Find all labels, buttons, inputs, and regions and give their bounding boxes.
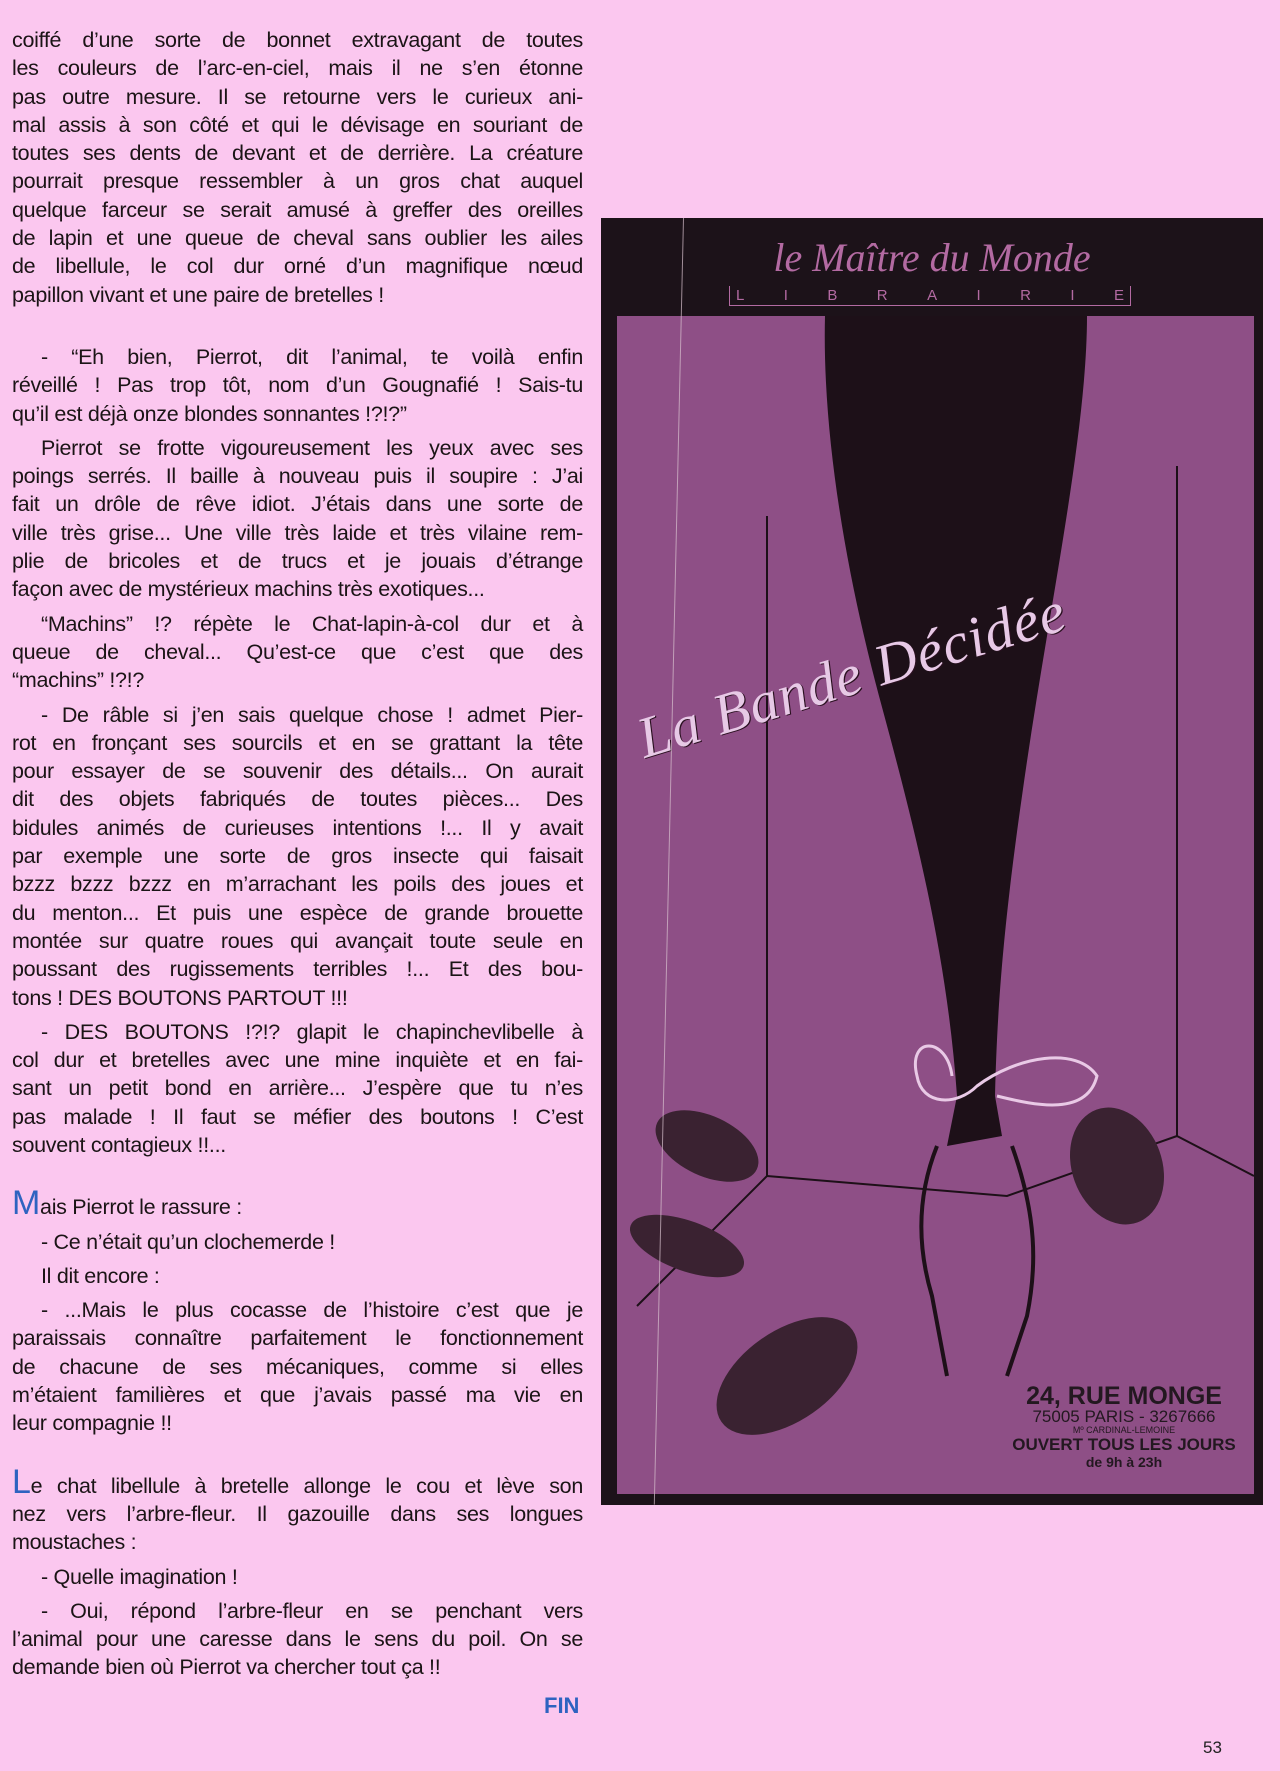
text-line <box>12 1597 583 1625</box>
text-line <box>12 54 583 82</box>
text-line <box>12 519 583 547</box>
paragraph <box>12 1228 583 1256</box>
ad-subtitle-letter: I <box>1070 287 1075 304</box>
line-text: ville très grise... Une ville très laide et très vilaine rem- <box>12 520 583 545</box>
line-text: - De râble si j’en sais quelque chose ! admet Pier- <box>41 702 583 727</box>
line-text: dit des objets fabriqués de toutes pièces... Des <box>12 787 583 812</box>
line-text: du menton... Et puis une espèce de grande brouette <box>12 900 583 925</box>
text-line <box>12 196 583 224</box>
line-text: réveillé ! Pas trop tôt, nom d’un Gougnafié ! Sais-tu <box>12 373 583 398</box>
line-text: - ...Mais le plus cocasse de l’histoire c’est que je <box>41 1298 583 1323</box>
line-text: - Ce n’était qu’un clochemerde ! <box>41 1229 335 1254</box>
ad-subtitle-letter: A <box>927 287 938 304</box>
text-line <box>12 490 583 518</box>
paragraph <box>12 1296 583 1437</box>
paragraph <box>12 610 583 695</box>
line-text: demande bien où Pierrot va chercher tout ça !! <box>12 1655 441 1680</box>
line-text: col dur et bretelles avec une mine inquiète et en fai- <box>12 1048 583 1073</box>
text-line <box>12 224 583 252</box>
line-text: rot en fronçant ses sourcils et en se grattant la tête <box>12 730 583 755</box>
line-text: “Machins” !? répète le Chat-lapin-à-col dur et à <box>41 611 583 636</box>
text-line <box>12 1184 583 1223</box>
ad-script-title: La Bande Décidée <box>629 578 1074 771</box>
line-text: “machins” !?!? <box>12 668 145 693</box>
text-line <box>12 899 583 927</box>
paragraph <box>12 434 583 604</box>
text-line <box>12 371 583 399</box>
line-text: mal assis à son côté et qui le dévisage en souriant de <box>12 112 583 137</box>
paragraph <box>12 1462 583 1557</box>
ad-logo-subtitle <box>729 286 1131 306</box>
ad-hours: de 9h à 23h <box>1085 1454 1163 1470</box>
text-line <box>12 139 583 167</box>
line-text: e chat libellule à bretelle allonge le cou et lève son <box>30 1473 583 1498</box>
line-text: paraissais connaître parfaitement le fonctionnement <box>12 1326 583 1351</box>
article-text <box>12 26 583 1682</box>
line-text: bzzz bzzz bzzz en m’arrachant les poils des joues et <box>12 872 583 897</box>
text-line <box>12 701 583 729</box>
text-line <box>12 83 583 111</box>
text-line <box>12 1528 583 1556</box>
text-line <box>12 547 583 575</box>
line-text: queue de cheval... Qu’est-ce que c’est que des <box>12 639 583 664</box>
text-line <box>12 1262 583 1290</box>
text-line <box>12 575 583 603</box>
text-line <box>12 1296 583 1324</box>
ad-subtitle-letter: I <box>976 287 981 304</box>
line-text: qu’il est déjà onze blondes sonnantes !?!?” <box>12 401 407 426</box>
text-line <box>12 252 583 280</box>
text-line <box>12 842 583 870</box>
line-text: m’étaient familières et que j’avais passé ma vie en <box>12 1383 583 1408</box>
paragraph <box>12 1563 583 1591</box>
ad-subtitle-letter: R <box>876 287 888 304</box>
paragraph <box>12 1597 583 1682</box>
text-line <box>12 343 583 371</box>
text-line <box>12 638 583 666</box>
text-line <box>12 1625 583 1653</box>
ad-opening: OUVERT TOUS LES JOURS <box>1012 1435 1236 1454</box>
paragraph <box>12 1262 583 1290</box>
line-text: nez vers l’arbre-fleur. Il gazouille dans ses longues <box>12 1501 583 1526</box>
ad-subtitle-letter: L <box>736 287 745 304</box>
line-text: Il dit encore : <box>41 1263 160 1288</box>
text-line <box>12 729 583 757</box>
line-text: de libellule, le col dur orné d’un magnifique nœud <box>12 254 583 279</box>
text-line <box>12 1409 583 1437</box>
text-line <box>12 1353 583 1381</box>
line-text: - Oui, répond l’arbre-fleur en se penchant vers <box>41 1598 583 1623</box>
line-text: de lapin et une queue de cheval sans oublier les ailes <box>12 226 583 251</box>
text-line <box>12 1563 583 1591</box>
line-text: les couleurs de l’arc-en-ciel, mais il ne s’en étonne <box>12 56 583 81</box>
paragraph <box>12 26 583 309</box>
ad-subtitle-letter: I <box>783 287 788 304</box>
text-line <box>12 785 583 813</box>
text-line <box>12 757 583 785</box>
line-text: montée sur quatre roues qui avançait toute seule en <box>12 928 583 953</box>
ad-address-block <box>989 1383 1254 1470</box>
line-text: pour essayer de se souvenir des détails... On aurait <box>12 759 583 784</box>
ad-street: 24, RUE MONGE <box>1026 1382 1222 1410</box>
leg-illustration <box>617 316 1254 1494</box>
text-line <box>12 1653 583 1681</box>
line-text: poussant des rugissements terribles !... Et des bou- <box>12 957 583 982</box>
text-line <box>12 1046 583 1074</box>
line-text: tons ! DES BOUTONS PARTOUT !!! <box>12 985 348 1010</box>
text-line <box>12 814 583 842</box>
paragraph <box>12 1184 583 1223</box>
drop-cap: L <box>12 1462 31 1501</box>
line-text: papillon vivant et une paire de bretelles ! <box>12 282 384 307</box>
text-line <box>12 462 583 490</box>
text-line <box>12 1131 583 1159</box>
paragraph <box>12 701 583 1012</box>
line-text: leur compagnie !! <box>12 1411 172 1436</box>
line-text: pourrait presque ressembler à un gros chat auquel <box>12 169 583 194</box>
line-text: plie de bricoles et de trucs et je jouais d’étrange <box>12 549 583 574</box>
text-line <box>12 1324 583 1352</box>
line-text: de chacune de ses mécaniques, comme si elles <box>12 1354 583 1379</box>
ad-metro: Mº CARDINAL-LEMOINE <box>1072 1425 1176 1435</box>
text-line <box>12 870 583 898</box>
text-line <box>12 1500 583 1528</box>
line-text: - Quelle imagination ! <box>41 1564 238 1589</box>
line-text: par exemple une sorte de gros insecte qui faisait <box>12 844 583 869</box>
line-text: bidules animés de curieuses intentions !... Il y avait <box>12 815 583 840</box>
end-label: FIN <box>544 1693 580 1718</box>
line-text: pas malade ! Il faut se méfier des boutons ! C’est <box>12 1104 583 1129</box>
ad-subtitle-letter: R <box>1020 287 1031 304</box>
text-line <box>12 400 583 428</box>
text-line <box>12 984 583 1012</box>
line-text: fait un drôle de rêve idiot. J’étais dans une sorte de <box>12 492 583 517</box>
text-line <box>12 1462 583 1501</box>
ad-city-phone: 75005 PARIS - 3267666 <box>1032 1407 1216 1426</box>
ad-subtitle-letter: E <box>1113 287 1124 304</box>
text-line <box>12 1103 583 1131</box>
text-line <box>12 111 583 139</box>
line-text: moustaches : <box>12 1530 137 1555</box>
paragraph <box>12 343 583 428</box>
line-text: ais Pierrot le rassure : <box>40 1195 242 1220</box>
line-text: l’animal pour une caresse dans le sens du poil. On se <box>12 1627 583 1652</box>
paragraph <box>12 1018 583 1159</box>
line-text: façon avec de mystérieux machins très exotiques... <box>12 577 485 602</box>
drop-cap: M <box>12 1184 41 1223</box>
line-text: - “Eh bien, Pierrot, dit l’animal, te voilà enfin <box>41 344 583 369</box>
ad-subtitle-letter: B <box>827 287 838 304</box>
line-text: coiffé d’une sorte de bonnet extravagant de toutes <box>12 28 583 52</box>
text-line <box>12 281 583 309</box>
ad-illustration <box>617 316 1254 1494</box>
line-text: - DES BOUTONS !?!? glapit le chapinchevlibelle à <box>41 1019 583 1044</box>
text-line <box>12 610 583 638</box>
line-text: poings serrés. Il baille à nouveau puis il soupire : J’ai <box>12 464 583 489</box>
line-text: souvent contagieux !!... <box>12 1132 226 1157</box>
page-number: 53 <box>1203 1738 1222 1757</box>
line-text: pas outre mesure. Il se retourne vers le curieux ani- <box>12 84 583 109</box>
line-text: quelque farceur se serait amusé à greffer des oreilles <box>12 197 583 222</box>
bookstore-advertisement <box>601 218 1263 1505</box>
text-line <box>12 927 583 955</box>
text-line <box>12 666 583 694</box>
text-line <box>12 1381 583 1409</box>
text-line <box>12 955 583 983</box>
text-line <box>12 167 583 195</box>
text-line <box>12 26 583 54</box>
text-line <box>12 1074 583 1102</box>
text-line <box>12 434 583 462</box>
ad-logo: le Maître du Monde <box>773 235 1091 280</box>
line-text: toutes ses dents de devant et de derrière. La créature <box>12 141 583 166</box>
line-text: Pierrot se frotte vigoureusement les yeux avec ses <box>41 435 583 460</box>
text-line <box>12 1228 583 1256</box>
line-text: sant un petit bond en arrière... J’espère que tu n’es <box>12 1076 583 1101</box>
text-line <box>12 1018 583 1046</box>
